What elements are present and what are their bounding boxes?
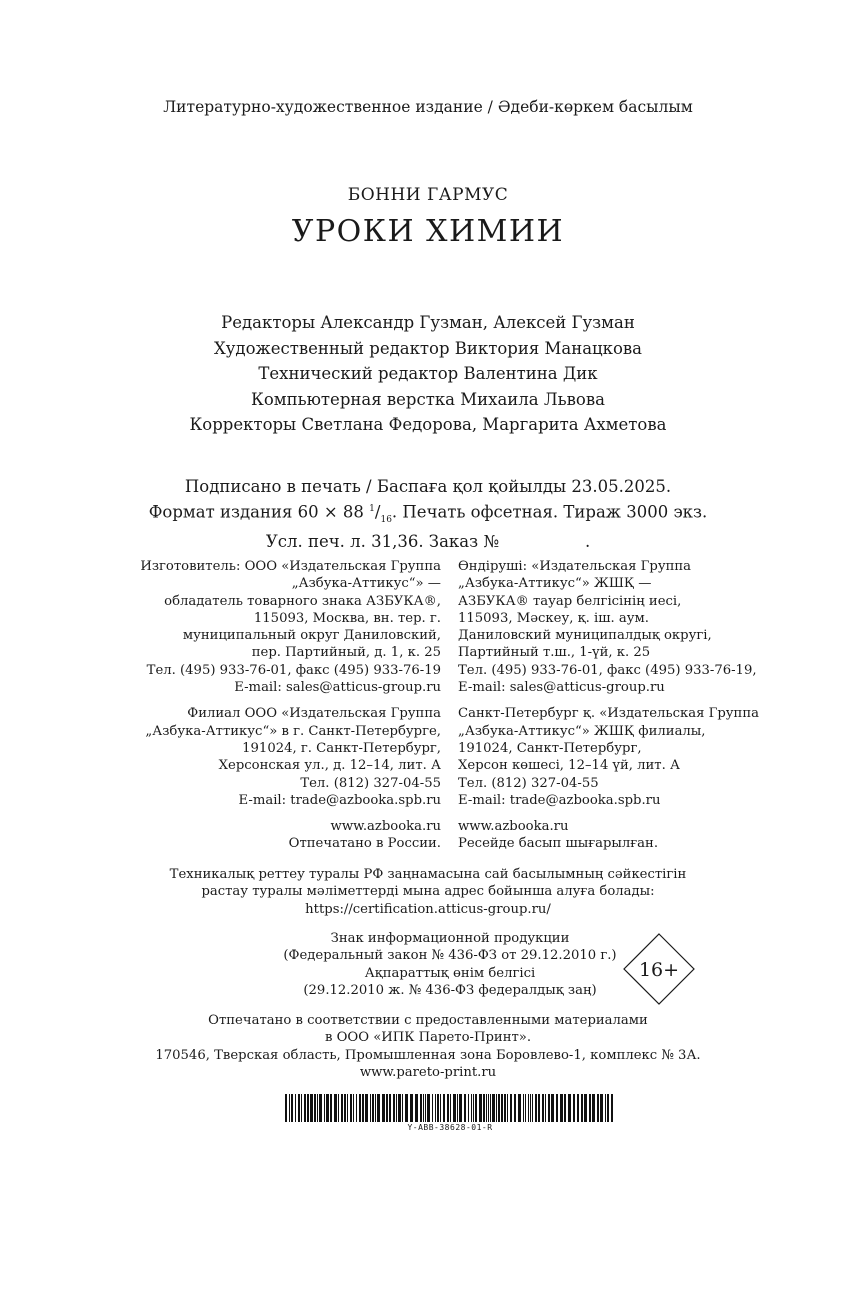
sign-line: (Федеральный закон № 436-ФЗ от 29.12.2010 г.) xyxy=(283,948,617,964)
info-line: www.azbooka.ru xyxy=(458,819,569,835)
format-sep: / xyxy=(374,502,381,522)
sign-line: Ақпараттық өнім белгісі xyxy=(364,965,536,981)
info-line: 191024, г. Санкт-Петербург, xyxy=(242,740,441,756)
info-line: Өндіруші: «Издательская Группа xyxy=(458,559,692,574)
signed-date: Подписано в печать / Баспаға қол қойылды 23.05.2025. xyxy=(184,477,672,496)
publisher-info-kz xyxy=(458,558,759,853)
age-rating-text: 16+ xyxy=(638,959,680,981)
info-line: Филиал ООО «Издательская Группа xyxy=(187,706,441,722)
info-line: муниципальный округ Даниловский, xyxy=(182,628,441,644)
printer-block xyxy=(0,1012,856,1081)
sheets-line xyxy=(0,531,856,553)
sign-line: Знак информационной продукции xyxy=(330,931,570,946)
info-product-sign xyxy=(240,930,660,999)
info-line: Тел. (812) 327-04-55 xyxy=(458,775,599,791)
printer-line: 170546, Тверская область, Промышленная зона Боровлево-1, комплекс № 3А. xyxy=(155,1047,701,1063)
credit-line: Технический редактор Валентина Дик xyxy=(258,364,598,383)
credit-line: Редакторы Александр Гузман, Алексей Гузман xyxy=(221,313,635,332)
info-line: 115093, Мәскеу, қ. іш. аум. xyxy=(458,610,649,626)
sign-line: (29.12.2010 ж. № 436-ФЗ федералдық заң) xyxy=(303,982,597,998)
info-line: 115093, Москва, вн. тер. г. xyxy=(253,610,441,626)
info-line: E-mail: sales@atticus-group.ru xyxy=(458,680,665,696)
credit-line: Компьютерная верстка Михаила Львова xyxy=(251,389,605,409)
credit-line: Художественный редактор Виктория Манацкова xyxy=(213,338,643,358)
info-line: 191024, Санкт-Петербург, xyxy=(458,740,642,756)
sheets-end: . xyxy=(584,531,591,551)
format-line xyxy=(0,498,856,531)
info-line: пер. Партийный, д. 1, к. 25 xyxy=(251,645,441,661)
genre-line: Литературно-художественное издание / Әдеби-көркем басылым xyxy=(163,98,693,116)
printer-line: Отпечатано в соответствии с предоставленными материалами xyxy=(208,1013,648,1028)
info-line: E-mail: trade@azbooka.spb.ru xyxy=(458,792,661,808)
info-line: E-mail: trade@azbooka.spb.ru xyxy=(238,792,441,808)
format-prefix: Формат издания 60 × 88 xyxy=(148,502,370,522)
credit-line: Корректоры Светлана Федорова, Маргарита Ахметова xyxy=(189,415,667,434)
info-line: Партийный т.ш., 1-үй, к. 25 xyxy=(458,645,651,661)
info-line: www.azbooka.ru xyxy=(330,819,441,835)
info-line: Херсон көшесі, 12–14 үй, лит. А xyxy=(458,758,680,774)
info-line: Тел. (495) 933-76-01, факс (495) 933-76-19 xyxy=(146,662,441,678)
cert-url: https://certification.atticus-group.ru/ xyxy=(305,901,551,917)
info-line: Тел. (495) 933-76-01, факс (495) 933-76-19, xyxy=(458,662,757,678)
info-line: Тел. (812) 327-04-55 xyxy=(300,775,441,791)
barcode-label: Y-ABB-38628-01-R xyxy=(407,1123,493,1132)
credits-block xyxy=(0,310,856,438)
printer-line: в ООО «ИПК Парето-Принт». xyxy=(324,1030,532,1046)
info-line: обладатель товарного знака АЗБУКА®, xyxy=(164,593,441,609)
cert-line: растау туралы мәліметтерді мына адрес бойынша алуға болады: xyxy=(201,884,655,900)
print-info xyxy=(0,476,856,553)
format-suffix: . Печать офсетная. Тираж 3000 экз. xyxy=(391,502,708,522)
info-line: E-mail: sales@atticus-group.ru xyxy=(234,680,441,696)
publisher-info-ru xyxy=(140,558,441,853)
info-line: Санкт-Петербург қ. «Издательская Группа xyxy=(458,706,759,722)
format-sub: 16 xyxy=(380,514,392,525)
info-line: Ресейде басып шығарылған. xyxy=(458,836,659,852)
author-name: БОННИ ГАРМУС xyxy=(347,185,509,205)
info-line: Изготовитель: ООО «Издательская Группа xyxy=(140,559,441,574)
book-title: УРОКИ ХИМИИ xyxy=(291,214,565,249)
certification-block xyxy=(0,866,856,918)
format-sup: 1 xyxy=(369,504,375,514)
info-line: Отпечатано в России. xyxy=(288,836,441,852)
cert-line: Техникалық реттеу туралы РФ заңнамасына сай басылымның сәйкестігін xyxy=(169,867,687,882)
info-line: „Азбука-Аттикус“» — xyxy=(291,576,441,592)
printer-url: www.pareto-print.ru xyxy=(359,1064,497,1080)
age-rating-badge xyxy=(622,932,696,1006)
barcode-icon xyxy=(285,1094,615,1122)
info-line: АЗБУКА® тауар белгісінің иесі, xyxy=(458,593,682,609)
info-line: Даниловский муниципалдық округі, xyxy=(458,628,712,644)
info-line: Херсонская ул., д. 12–14, лит. А xyxy=(218,758,441,774)
info-line: „Азбука-Аттикус“» ЖШҚ филиалы, xyxy=(458,723,706,739)
info-line: „Азбука-Аттикус“» ЖШҚ — xyxy=(458,576,652,592)
info-line: „Азбука-Аттикус“» в г. Санкт-Петербурге, xyxy=(145,723,441,739)
sheets-text: Усл. печ. л. 31,36. Заказ № xyxy=(265,531,499,551)
